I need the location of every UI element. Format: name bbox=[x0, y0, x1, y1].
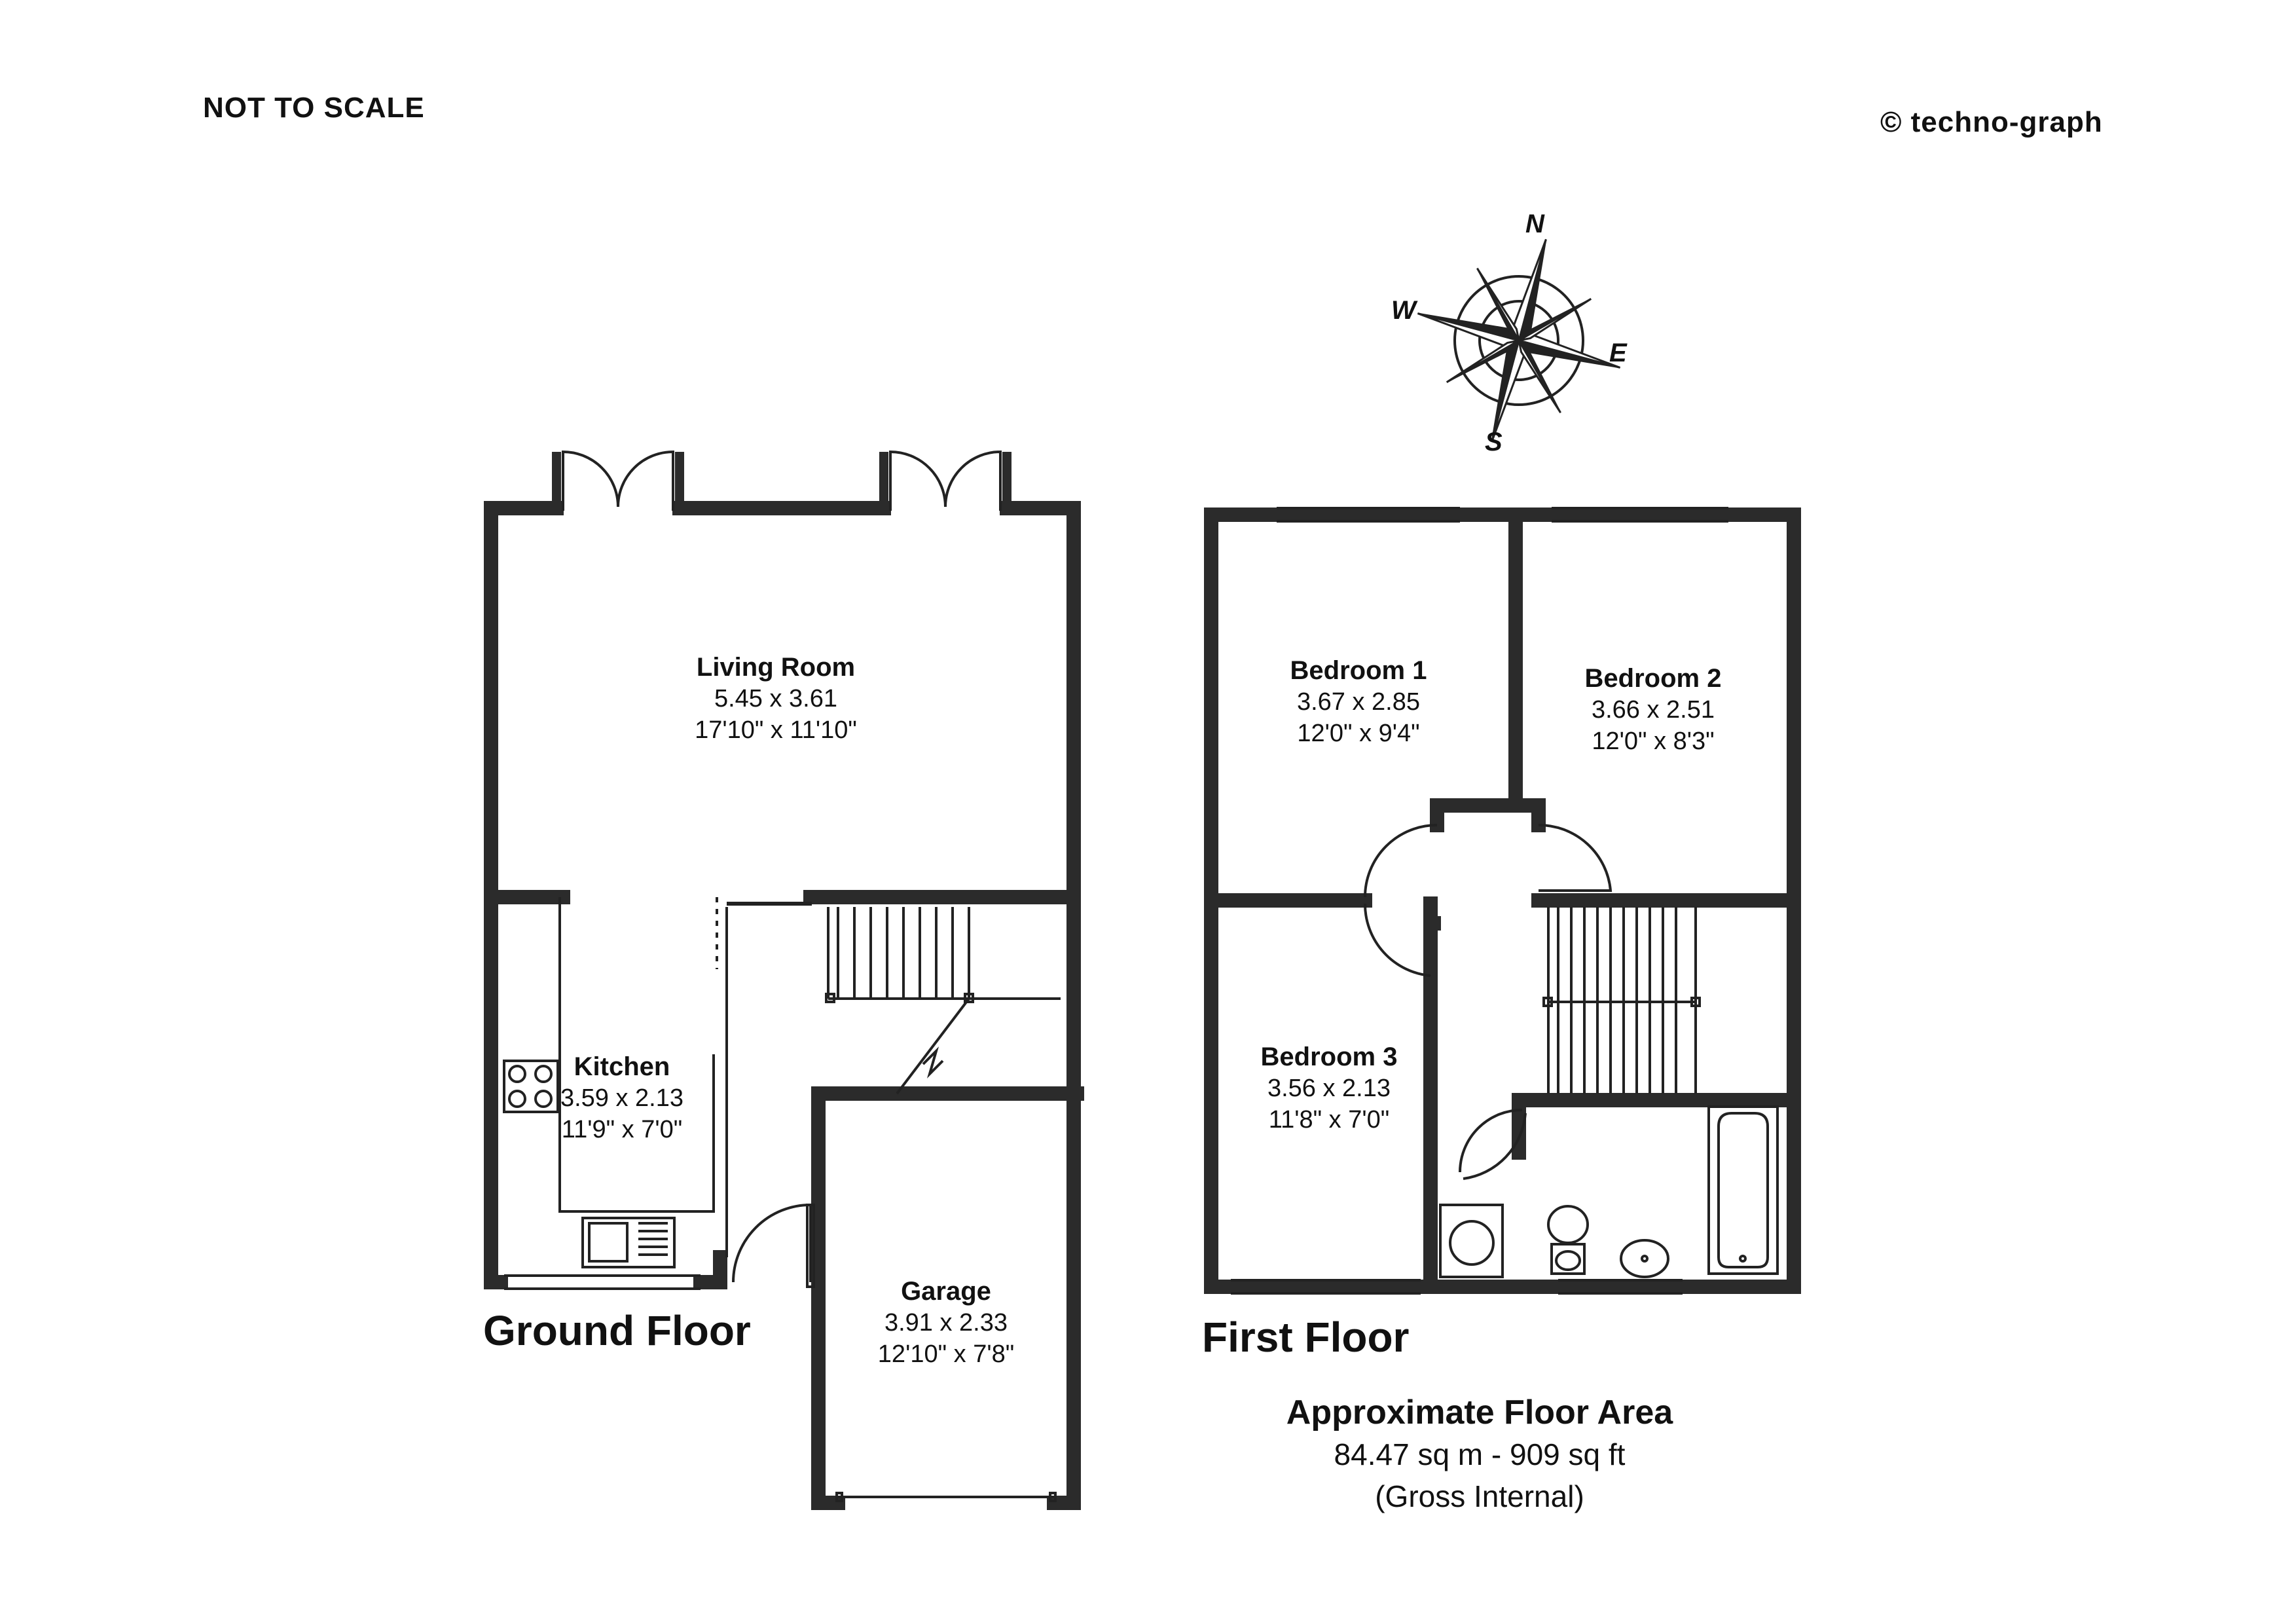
room-metric: 3.91 x 2.33 bbox=[884, 1309, 1008, 1337]
french-doors-right bbox=[890, 452, 1000, 511]
first-floor-title: First Floor bbox=[1202, 1314, 1410, 1361]
room-imperial: 12'0" x 8'3" bbox=[1592, 728, 1715, 755]
kitchen-window bbox=[504, 1276, 701, 1289]
room-name: Bedroom 1 bbox=[1290, 656, 1427, 685]
room-name: Bedroom 2 bbox=[1584, 664, 1722, 693]
room-bedroom-1 bbox=[1260, 655, 1457, 749]
floor-area-value: 84.47 sq m - 909 sq ft bbox=[1334, 1437, 1626, 1471]
front-door-swing bbox=[733, 1205, 814, 1287]
compass-w-label: W bbox=[1391, 296, 1416, 325]
room-garage bbox=[845, 1276, 1048, 1370]
ground-floor-title: Ground Floor bbox=[483, 1307, 751, 1354]
first-floor-walls bbox=[1211, 515, 1794, 1287]
floor-area-summary bbox=[1218, 1392, 1741, 1517]
cylinder-cupboard bbox=[1440, 1205, 1503, 1277]
first-floor-stairs bbox=[1544, 907, 1700, 1094]
copyright-notice: © techno-graph bbox=[1880, 106, 2103, 138]
room-imperial: 12'10" x 7'8" bbox=[877, 1340, 1015, 1368]
room-name: Garage bbox=[901, 1277, 991, 1306]
sink-icon bbox=[583, 1218, 674, 1267]
basin-icon bbox=[1621, 1240, 1668, 1277]
room-metric: 3.66 x 2.51 bbox=[1591, 696, 1715, 724]
room-metric: 5.45 x 3.61 bbox=[714, 685, 838, 712]
compass-e-label: E bbox=[1609, 339, 1627, 367]
room-name: Kitchen bbox=[574, 1052, 670, 1081]
room-metric: 3.56 x 2.13 bbox=[1267, 1075, 1391, 1102]
ground-floor-stairs bbox=[826, 907, 1061, 1094]
room-living-room bbox=[655, 652, 897, 746]
floor-area-note: (Gross Internal) bbox=[1375, 1479, 1584, 1513]
room-bedroom-3 bbox=[1231, 1041, 1427, 1135]
compass-s-label: S bbox=[1485, 428, 1503, 456]
room-imperial: 11'8" x 7'0" bbox=[1268, 1106, 1390, 1134]
room-name: Bedroom 3 bbox=[1260, 1043, 1398, 1071]
room-bedroom-2 bbox=[1555, 663, 1751, 757]
room-metric: 3.59 x 2.13 bbox=[560, 1084, 684, 1112]
room-kitchen bbox=[524, 1051, 720, 1145]
toilet-icon bbox=[1548, 1206, 1588, 1274]
scale-note: NOT TO SCALE bbox=[203, 92, 425, 124]
bath-icon bbox=[1709, 1107, 1777, 1274]
compass-n-label: N bbox=[1525, 210, 1544, 238]
room-imperial: 17'10" x 11'10" bbox=[695, 716, 857, 744]
garage-door bbox=[837, 1493, 1055, 1501]
room-imperial: 12'0" x 9'4" bbox=[1297, 720, 1420, 747]
first-floor-plan bbox=[1211, 508, 1794, 1293]
room-name: Living Room bbox=[696, 653, 856, 682]
room-metric: 3.67 x 2.85 bbox=[1296, 688, 1421, 716]
room-imperial: 11'9" x 7'0" bbox=[561, 1116, 683, 1143]
french-doors-left bbox=[563, 452, 673, 511]
floor-area-title: Approximate Floor Area bbox=[1286, 1393, 1673, 1431]
